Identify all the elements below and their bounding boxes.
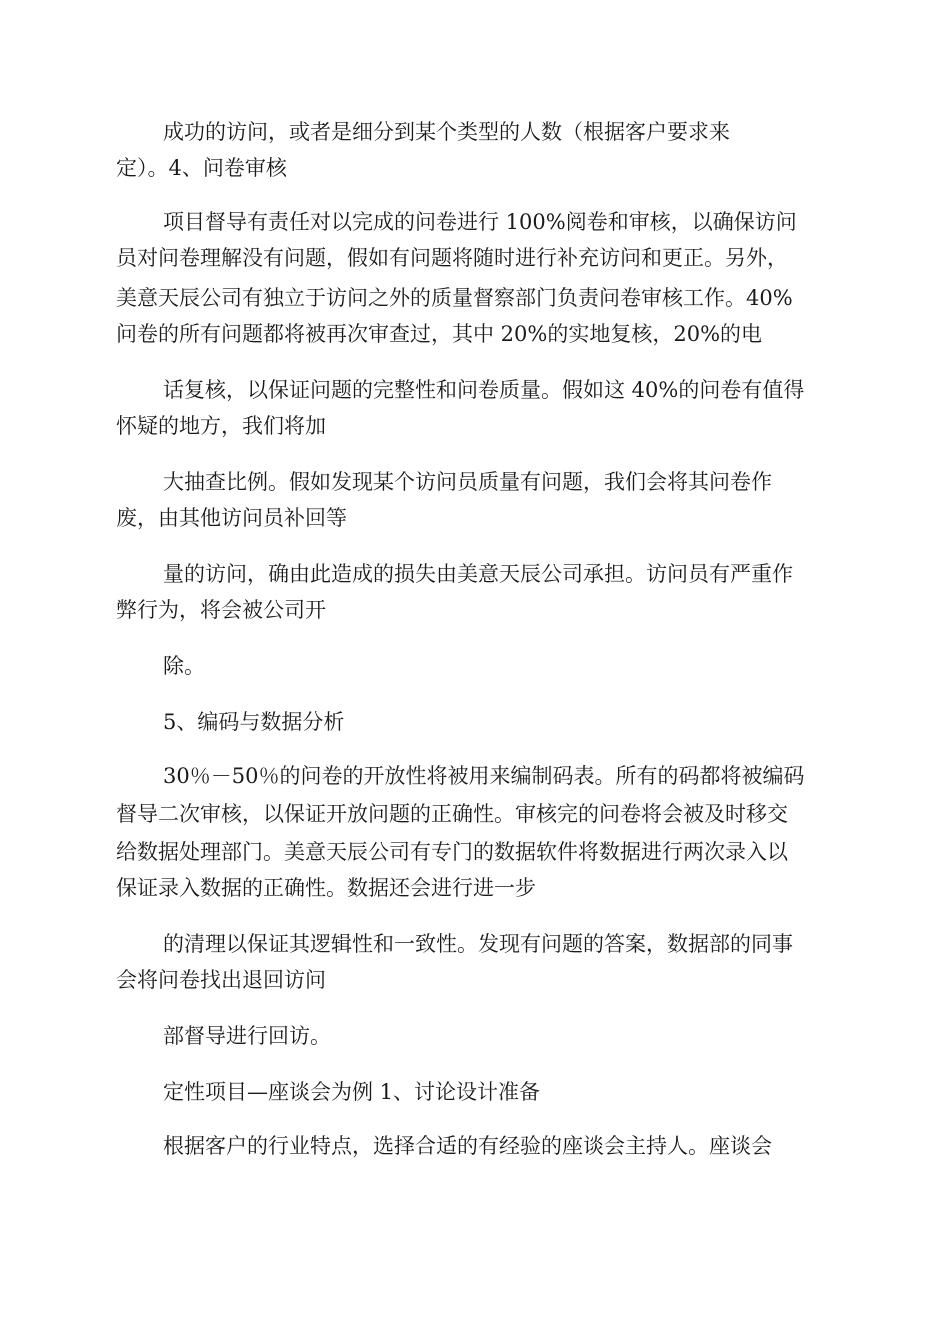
text-line: 根据客户的行业特点，选择合适的有经验的座谈会主持人。座谈会 [163,1134,772,1158]
text-line: 话复核，以保证问题的完整性和问卷质量。假如这 40%的问卷有值得 [163,378,805,402]
text-line: 量的访问，确由此造成的损失由美意天辰公司承担。访问员有严重作 [163,562,793,586]
text-line: 弊行为，将会被公司开 [116,598,326,622]
text-line: 督导二次审核，以保证开放问题的正确性。审核完的问卷将会被及时移交 [116,802,788,826]
section-heading: 5、编码与数据分析 [163,710,345,734]
text-line: 的清理以保证其逻辑性和一致性。发现有问题的答案，数据部的同事 [163,932,793,956]
section-heading: 定性项目—座谈会为例 1、讨论设计准备 [163,1080,541,1104]
text-line: 成功的访问，或者是细分到某个类型的人数（根据客户要求来 [163,120,730,144]
text-line: 大抽查比例。假如发现某个访问员质量有问题，我们会将其问卷作 [163,470,772,494]
text-line: 除。 [163,654,205,678]
text-line: 项目督导有责任对以完成的问卷进行 100%阅卷和审核，以确保访问 [163,210,797,234]
text-line: 问卷的所有问题都将被再次审查过，其中 20%的实地复核，20%的电 [116,322,763,346]
text-line: 会将问卷找出退回访问 [116,968,326,992]
text-line: 保证录入数据的正确性。数据还会进行进一步 [116,876,536,900]
text-line: 员对问卷理解没有问题，假如有问题将随时进行补充访问和更正。另外， [116,246,788,270]
text-line: 废，由其他访问员补回等 [116,506,347,530]
text-line: 美意天辰公司有独立于访问之外的质量督察部门负责问卷审核工作。40% [116,286,793,310]
text-line: 定）。4、问卷审核 [116,156,287,180]
text-line: 30％－50％的问卷的开放性将被用来编制码表。所有的码都将被编码 [163,764,805,788]
text-line: 给数据处理部门。美意天辰公司有专门的数据软件将数据进行两次录入以 [116,840,788,864]
text-line: 怀疑的地方，我们将加 [116,414,326,438]
text-line: 部督导进行回访。 [163,1024,331,1048]
